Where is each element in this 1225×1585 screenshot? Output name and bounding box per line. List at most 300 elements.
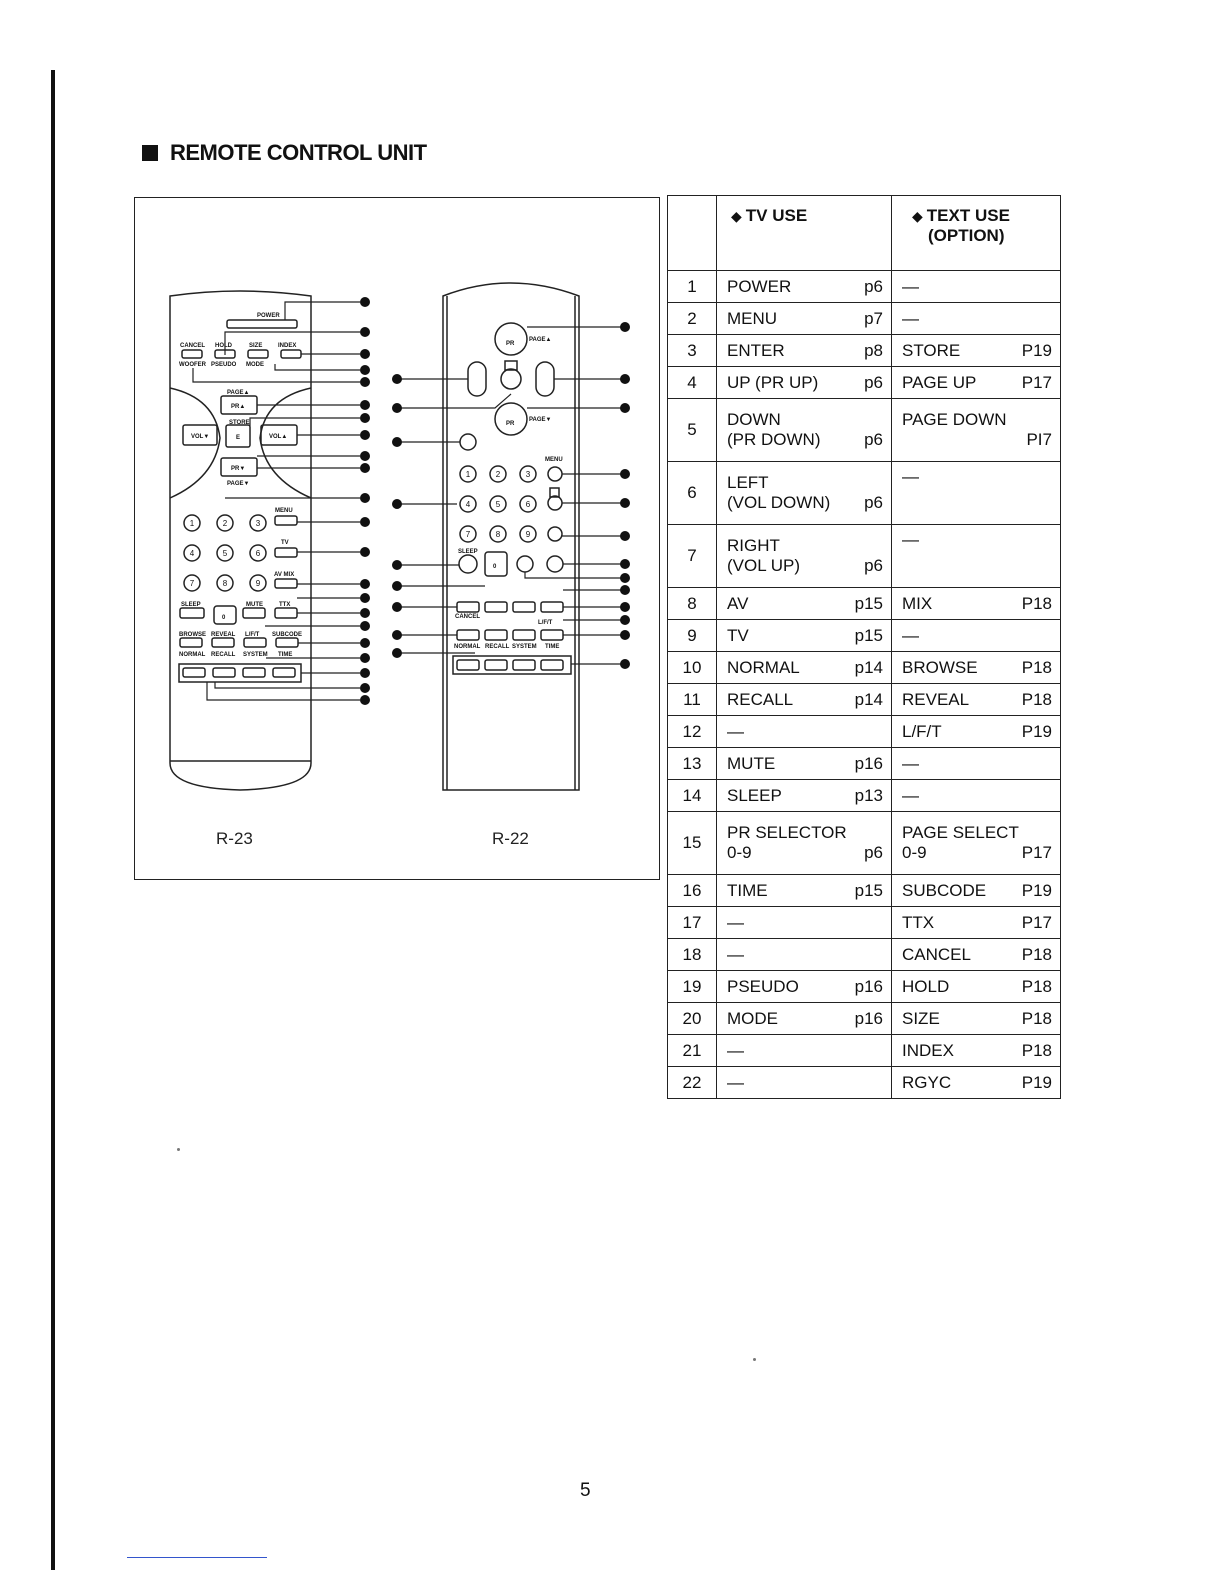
r22-page-up-label: PAGE▲ bbox=[529, 337, 552, 343]
r23-callout-marker bbox=[360, 430, 370, 440]
text-use-cell bbox=[892, 939, 1061, 971]
tv-function: AV bbox=[727, 593, 749, 613]
row-number: 17 bbox=[682, 912, 702, 932]
r23-callout-marker bbox=[360, 593, 370, 603]
tv-function: MENU bbox=[727, 308, 778, 328]
tv-function: — bbox=[727, 1072, 744, 1092]
r22-callout-marker bbox=[392, 403, 402, 413]
text-use-cell bbox=[892, 971, 1061, 1003]
row-number: 14 bbox=[682, 785, 702, 805]
tv-use-cell bbox=[717, 620, 892, 652]
remote-control-figure bbox=[134, 197, 660, 880]
header-tv-label: TV USE bbox=[745, 206, 808, 225]
number-cell bbox=[668, 684, 717, 716]
text-function: — bbox=[902, 530, 919, 549]
number-cell bbox=[668, 780, 717, 812]
row-number: 22 bbox=[682, 1072, 702, 1092]
r23-recall-label: RECALL bbox=[211, 652, 236, 658]
r22-sleep-label: SLEEP bbox=[458, 549, 478, 555]
tv-function-detail: 0-9 bbox=[727, 843, 752, 862]
r22-digit-label: 9 bbox=[525, 530, 531, 539]
table-row bbox=[668, 588, 1061, 620]
row-number: 11 bbox=[683, 689, 701, 709]
tv-page-ref: p14 bbox=[854, 689, 883, 709]
tv-function: PR SELECTOR bbox=[727, 823, 847, 842]
tv-function: — bbox=[727, 1040, 744, 1060]
r22-callout-marker bbox=[620, 374, 630, 384]
text-function-detail: 0-9 bbox=[902, 843, 927, 862]
tv-function-detail: (VOL UP) bbox=[727, 556, 801, 575]
text-page-ref: P19 bbox=[1021, 340, 1052, 360]
r22-callout-marker bbox=[392, 602, 402, 612]
tv-use-cell bbox=[717, 780, 892, 812]
r23-callout-marker bbox=[360, 349, 370, 359]
tv-use-cell bbox=[717, 812, 892, 875]
text-use-cell bbox=[892, 588, 1061, 620]
header-text-label: TEXT USE bbox=[926, 206, 1010, 225]
tv-function: UP (PR UP) bbox=[727, 372, 819, 392]
r22-digit-label: 2 bbox=[495, 470, 501, 479]
r22-callout-marker bbox=[392, 560, 402, 570]
r23-browse-label: BROWSE bbox=[179, 632, 206, 638]
row-number: 7 bbox=[687, 546, 697, 565]
tv-page-ref: p6 bbox=[864, 493, 883, 512]
r23-callout-marker bbox=[360, 451, 370, 461]
text-use-cell bbox=[892, 367, 1061, 399]
text-use-cell bbox=[892, 1035, 1061, 1067]
r23-callout-marker bbox=[360, 493, 370, 503]
r22-callout-marker bbox=[620, 659, 630, 669]
r22-callout-marker bbox=[620, 585, 630, 595]
number-cell bbox=[668, 716, 717, 748]
r22-callout-marker bbox=[392, 630, 402, 640]
r22-digit-label: 6 bbox=[525, 500, 531, 509]
table-row bbox=[668, 1035, 1061, 1067]
table-row bbox=[668, 399, 1061, 462]
tv-use-cell bbox=[717, 399, 892, 462]
r23-callout-marker bbox=[360, 638, 370, 648]
row-number: 3 bbox=[687, 340, 697, 360]
text-function: TTX bbox=[902, 912, 935, 932]
tv-page-ref: p14 bbox=[854, 657, 883, 677]
r23-pr-up-label: PR▲ bbox=[231, 404, 246, 410]
table-row bbox=[668, 620, 1061, 652]
header-option-label: (OPTION) bbox=[928, 226, 1005, 245]
tv-function: TV bbox=[727, 625, 749, 645]
r22-pr-up-label: PR bbox=[506, 341, 515, 347]
number-cell bbox=[668, 1003, 717, 1035]
r22-cancel-label: CANCEL bbox=[455, 614, 480, 620]
tv-function: PSEUDO bbox=[727, 976, 799, 996]
number-cell bbox=[668, 939, 717, 971]
row-number: 4 bbox=[687, 372, 697, 392]
row-number: 1 bbox=[687, 276, 697, 296]
number-cell bbox=[668, 303, 717, 335]
tv-page-ref: p13 bbox=[854, 785, 883, 805]
tv-use-cell bbox=[717, 907, 892, 939]
number-cell bbox=[668, 1035, 717, 1067]
tv-function: TIME bbox=[727, 880, 768, 900]
text-use-cell bbox=[892, 525, 1061, 588]
text-function: RGYC bbox=[902, 1072, 952, 1092]
tv-use-cell bbox=[717, 748, 892, 780]
r22-pr-down-label: PR bbox=[506, 421, 515, 427]
scan-speck bbox=[753, 1358, 756, 1361]
text-function: SUBCODE bbox=[902, 880, 987, 900]
text-page-ref: P18 bbox=[1021, 1008, 1052, 1028]
text-function: PAGE SELECT bbox=[902, 823, 1019, 842]
text-use-cell bbox=[892, 875, 1061, 907]
binding-edge-line bbox=[51, 70, 55, 1570]
r23-callout-marker bbox=[360, 579, 370, 589]
row-number: 18 bbox=[682, 944, 702, 964]
number-cell bbox=[668, 907, 717, 939]
tv-page-ref: p6 bbox=[864, 372, 883, 392]
r22-callout-marker bbox=[620, 602, 630, 612]
diamond-icon: ◆ bbox=[912, 208, 923, 224]
number-cell bbox=[668, 525, 717, 588]
r23-callout-marker bbox=[360, 463, 370, 473]
table-row bbox=[668, 652, 1061, 684]
r23-callout-marker bbox=[360, 400, 370, 410]
tv-use-cell bbox=[717, 462, 892, 525]
bottom-underline bbox=[127, 1557, 267, 1558]
r23-store-label: STORE bbox=[229, 420, 250, 426]
r23-vol-down-label: VOL▼ bbox=[191, 434, 210, 440]
r22-callout-marker bbox=[620, 615, 630, 625]
tv-function: DOWN bbox=[727, 410, 781, 429]
tv-function-detail: (PR DOWN) bbox=[727, 430, 821, 449]
r23-woofer-label: WOOFER bbox=[179, 362, 206, 368]
text-page-ref: P17 bbox=[1021, 912, 1052, 932]
row-number: 15 bbox=[682, 833, 702, 852]
r23-callout-marker bbox=[360, 608, 370, 618]
r23-callout-marker bbox=[360, 327, 370, 337]
row-number: 20 bbox=[682, 1008, 702, 1028]
row-number: 5 bbox=[687, 420, 697, 439]
table-row bbox=[668, 335, 1061, 367]
r23-pseudo-label: PSEUDO bbox=[211, 362, 237, 368]
r22-callout-marker bbox=[620, 559, 630, 569]
tv-use-cell bbox=[717, 271, 892, 303]
r22-callout-marker bbox=[620, 573, 630, 583]
r23-callout-marker bbox=[360, 547, 370, 557]
tv-page-ref: p6 bbox=[864, 276, 883, 296]
r23-mute-label: MUTE bbox=[246, 602, 263, 608]
text-page-ref: P18 bbox=[1021, 593, 1052, 613]
r23-index-label: INDEX bbox=[278, 343, 297, 349]
text-page-ref: P18 bbox=[1021, 1040, 1052, 1060]
r23-power-label: POWER bbox=[257, 313, 280, 319]
table-row bbox=[668, 812, 1061, 875]
row-number: 8 bbox=[687, 593, 697, 613]
tv-function: NORMAL bbox=[727, 657, 800, 677]
tv-page-ref: p6 bbox=[864, 430, 883, 449]
text-function: — bbox=[902, 467, 919, 486]
number-cell bbox=[668, 462, 717, 525]
r22-digit-label: 7 bbox=[465, 530, 471, 539]
r22-digit-label: 5 bbox=[495, 500, 501, 509]
tv-page-ref: p16 bbox=[854, 1008, 883, 1028]
r23-digit-label: 9 bbox=[255, 579, 261, 588]
r22-system-label: SYSTEM bbox=[512, 644, 537, 650]
text-function: CANCEL bbox=[902, 944, 971, 964]
remote-r22 bbox=[443, 283, 579, 790]
r23-digit-label: 2 bbox=[222, 519, 228, 528]
r23-digit-label: 1 bbox=[189, 519, 195, 528]
r23-callout-marker bbox=[360, 668, 370, 678]
r22-digit-label: 1 bbox=[465, 470, 471, 479]
tv-page-ref: p15 bbox=[854, 625, 883, 645]
text-use-cell bbox=[892, 303, 1061, 335]
tv-page-ref: p16 bbox=[854, 976, 883, 996]
text-function: HOLD bbox=[902, 976, 950, 996]
header-text-use bbox=[892, 196, 1061, 271]
tv-function-detail: (VOL DOWN) bbox=[727, 493, 831, 512]
number-cell bbox=[668, 812, 717, 875]
row-number: 21 bbox=[682, 1040, 702, 1060]
r22-normal-label: NORMAL bbox=[454, 644, 481, 650]
tv-use-cell bbox=[717, 588, 892, 620]
r23-caption: R-23 bbox=[216, 829, 253, 848]
text-use-cell bbox=[892, 748, 1061, 780]
text-use-cell bbox=[892, 684, 1061, 716]
text-use-cell bbox=[892, 812, 1061, 875]
r23-cancel-label: CANCEL bbox=[180, 343, 205, 349]
r23-reveal-label: REVEAL bbox=[211, 632, 236, 638]
tv-use-cell bbox=[717, 1003, 892, 1035]
r23-sleep-label: SLEEP bbox=[181, 602, 201, 608]
r23-vol-up-label: VOL▲ bbox=[269, 434, 288, 440]
tv-page-ref: p6 bbox=[864, 556, 883, 575]
r23-callout-marker bbox=[360, 683, 370, 693]
r23-system-label: SYSTEM bbox=[243, 652, 268, 658]
text-page-ref: P19 bbox=[1021, 721, 1052, 741]
section-heading bbox=[142, 140, 427, 166]
table-row bbox=[668, 716, 1061, 748]
number-cell bbox=[668, 652, 717, 684]
tv-use-cell bbox=[717, 1035, 892, 1067]
r22-callout-marker bbox=[392, 437, 402, 447]
tv-use-cell bbox=[717, 652, 892, 684]
tv-page-ref: p6 bbox=[864, 843, 883, 862]
tv-function: MODE bbox=[727, 1008, 778, 1028]
r23-pr-down-label: PR▼ bbox=[231, 466, 246, 472]
r23-page-up-label: PAGE▲ bbox=[227, 390, 250, 396]
number-cell bbox=[668, 367, 717, 399]
r23-zero-label: 0 bbox=[222, 615, 226, 621]
r22-digit-label: 3 bbox=[525, 470, 531, 479]
tv-use-cell bbox=[717, 303, 892, 335]
number-cell bbox=[668, 748, 717, 780]
remote-illustrations bbox=[135, 198, 661, 881]
r22-page-down-label: PAGE▼ bbox=[529, 417, 552, 423]
tv-function: — bbox=[727, 912, 744, 932]
r23-menu-label: MENU bbox=[275, 508, 293, 514]
r22-callout-marker bbox=[392, 648, 402, 658]
r23-digit-label: 5 bbox=[222, 549, 228, 558]
tv-function: LEFT bbox=[727, 473, 769, 492]
r22-digit-label: 8 bbox=[495, 530, 501, 539]
tv-function: ENTER bbox=[727, 340, 785, 360]
text-use-cell bbox=[892, 462, 1061, 525]
tv-function: RIGHT bbox=[727, 536, 780, 555]
r23-callout-marker bbox=[360, 621, 370, 631]
r23-callout-marker bbox=[360, 297, 370, 307]
tv-function: — bbox=[727, 944, 744, 964]
row-number: 13 bbox=[682, 753, 702, 773]
r23-lft-label: L/F/T bbox=[245, 632, 260, 638]
row-number: 19 bbox=[682, 976, 702, 996]
table-row bbox=[668, 1067, 1061, 1099]
text-use-cell bbox=[892, 620, 1061, 652]
r22-recall-label: RECALL bbox=[485, 644, 510, 650]
r23-avmix-label: AV MIX bbox=[274, 572, 295, 578]
table-header-row bbox=[668, 196, 1061, 271]
tv-use-cell bbox=[717, 716, 892, 748]
tv-page-ref: p15 bbox=[854, 593, 883, 613]
tv-function: — bbox=[727, 721, 744, 741]
r22-callout-marker bbox=[392, 581, 402, 591]
text-use-cell bbox=[892, 652, 1061, 684]
row-number: 9 bbox=[687, 625, 697, 645]
r23-callout-marker bbox=[360, 413, 370, 423]
text-function: — bbox=[902, 308, 919, 328]
r23-time-label: TIME bbox=[278, 652, 293, 658]
table-row bbox=[668, 684, 1061, 716]
r23-tv-label: TV bbox=[281, 540, 289, 546]
text-use-cell bbox=[892, 780, 1061, 812]
table-row bbox=[668, 907, 1061, 939]
r23-callout-marker bbox=[360, 695, 370, 705]
r22-menu-label: MENU bbox=[545, 457, 563, 463]
r22-lft-label: L/F/T bbox=[538, 620, 553, 626]
scan-speck bbox=[177, 1148, 180, 1151]
text-page-ref: P17 bbox=[1021, 372, 1052, 392]
r22-callout-marker bbox=[620, 403, 630, 413]
heading-bullet-icon bbox=[142, 145, 158, 161]
tv-use-cell bbox=[717, 335, 892, 367]
tv-page-ref: p15 bbox=[854, 880, 883, 900]
tv-use-cell bbox=[717, 1067, 892, 1099]
r23-callout-marker bbox=[360, 365, 370, 375]
text-use-cell bbox=[892, 1067, 1061, 1099]
table-row bbox=[668, 525, 1061, 588]
r22-time-label: TIME bbox=[545, 644, 560, 650]
row-number: 16 bbox=[682, 880, 702, 900]
tv-use-cell bbox=[717, 525, 892, 588]
number-cell bbox=[668, 875, 717, 907]
text-use-cell bbox=[892, 399, 1061, 462]
text-function: SIZE bbox=[902, 1008, 940, 1028]
r22-callout-marker bbox=[620, 322, 630, 332]
tv-function: POWER bbox=[727, 276, 792, 296]
diamond-icon: ◆ bbox=[731, 208, 742, 224]
r22-digit-label: 4 bbox=[465, 500, 471, 509]
text-use-cell bbox=[892, 716, 1061, 748]
text-page-ref: P19 bbox=[1021, 880, 1052, 900]
r23-mode-label: MODE bbox=[246, 362, 264, 368]
number-cell bbox=[668, 1067, 717, 1099]
table-row bbox=[668, 748, 1061, 780]
tv-function: MUTE bbox=[727, 753, 776, 773]
table-row bbox=[668, 780, 1061, 812]
row-number: 6 bbox=[687, 483, 697, 502]
text-function: BROWSE bbox=[902, 657, 978, 677]
text-page-ref: P18 bbox=[1021, 657, 1052, 677]
header-tv-use bbox=[717, 196, 892, 271]
r23-enter-label: E bbox=[236, 435, 241, 441]
text-page-ref: PI7 bbox=[1026, 430, 1052, 449]
r23-page-down-label: PAGE▼ bbox=[227, 481, 250, 487]
r22-callout-marker bbox=[620, 630, 630, 640]
tv-use-cell bbox=[717, 971, 892, 1003]
r23-callout-marker bbox=[360, 653, 370, 663]
table-row bbox=[668, 971, 1061, 1003]
r22-callout-marker bbox=[620, 469, 630, 479]
table-row bbox=[668, 271, 1061, 303]
r23-digit-label: 7 bbox=[189, 579, 195, 588]
text-page-ref: P19 bbox=[1021, 1072, 1052, 1092]
number-cell bbox=[668, 399, 717, 462]
number-cell bbox=[668, 335, 717, 367]
r23-digit-label: 3 bbox=[255, 519, 261, 528]
page-number: 5 bbox=[580, 1480, 591, 1501]
tv-use-cell bbox=[717, 939, 892, 971]
number-cell bbox=[668, 620, 717, 652]
r23-ttx-label: TTX bbox=[279, 602, 291, 608]
r22-callout-marker bbox=[392, 374, 402, 384]
tv-function: RECALL bbox=[727, 689, 794, 709]
r23-subcode-label: SUBCODE bbox=[272, 632, 303, 638]
number-cell bbox=[668, 971, 717, 1003]
number-cell bbox=[668, 271, 717, 303]
text-use-cell bbox=[892, 271, 1061, 303]
text-function: — bbox=[902, 753, 919, 773]
text-function: PAGE DOWN bbox=[902, 410, 1007, 429]
r22-zero-label: 0 bbox=[493, 564, 497, 570]
text-use-cell bbox=[892, 335, 1061, 367]
text-page-ref: P17 bbox=[1021, 843, 1052, 862]
number-cell bbox=[668, 588, 717, 620]
tv-page-ref: p7 bbox=[864, 308, 883, 328]
text-use-cell bbox=[892, 1003, 1061, 1035]
r23-normal-label: NORMAL bbox=[179, 652, 206, 658]
text-function: — bbox=[902, 625, 919, 645]
table-row bbox=[668, 367, 1061, 399]
r22-callout-marker bbox=[620, 531, 630, 541]
table-row bbox=[668, 1003, 1061, 1035]
r23-digit-label: 8 bbox=[222, 579, 228, 588]
row-number: 12 bbox=[682, 721, 702, 741]
text-function: INDEX bbox=[902, 1040, 954, 1060]
r23-callout-marker bbox=[360, 377, 370, 387]
table-row bbox=[668, 875, 1061, 907]
heading-text: REMOTE CONTROL UNIT bbox=[170, 140, 427, 165]
tv-use-cell bbox=[717, 367, 892, 399]
r23-digit-label: 4 bbox=[189, 549, 195, 558]
tv-use-cell bbox=[717, 684, 892, 716]
text-function: L/F/T bbox=[902, 721, 942, 741]
row-number: 10 bbox=[682, 657, 702, 677]
r23-callout-marker bbox=[360, 517, 370, 527]
row-number: 2 bbox=[687, 308, 697, 328]
tv-page-ref: p16 bbox=[854, 753, 883, 773]
tv-function: SLEEP bbox=[727, 785, 782, 805]
text-page-ref: P18 bbox=[1021, 689, 1052, 709]
r23-hold-label: HOLD bbox=[215, 343, 232, 349]
text-function: REVEAL bbox=[902, 689, 970, 709]
